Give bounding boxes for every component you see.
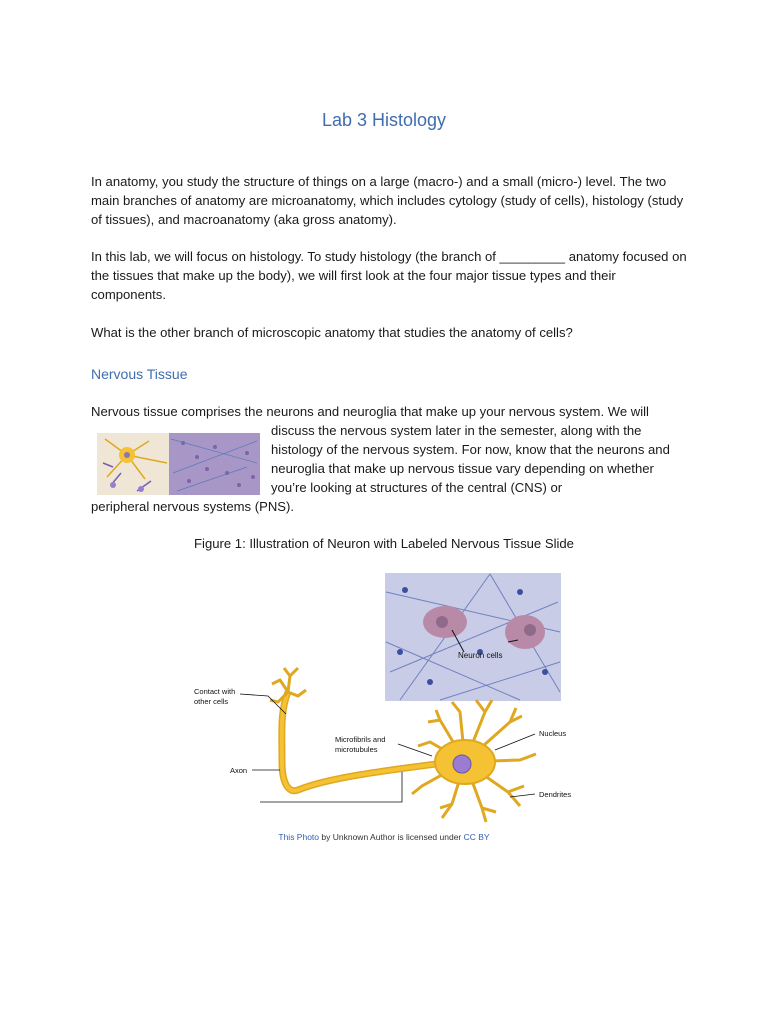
label-dendrites: Dendrites	[539, 790, 572, 799]
question-paragraph: What is the other branch of microscopic anatomy that studies the anatomy of cells?	[91, 325, 573, 340]
credit-text: by Unknown Author is licensed under	[319, 832, 464, 842]
section-heading: Nervous Tissue	[91, 366, 188, 382]
label-nucleus: Nucleus	[539, 729, 567, 738]
label-contact-2: other cells	[194, 697, 229, 706]
photo-link[interactable]: This Photo	[278, 832, 320, 842]
focus-paragraph	[91, 247, 691, 304]
focus-text-before: In this lab, we will focus on histology. To study histology (the branch of	[91, 249, 500, 264]
license-link[interactable]: CC BY	[463, 832, 490, 842]
figure-caption: Figure 1: Illustration of Neuron with Labeled Nervous Tissue Slide	[194, 536, 574, 551]
nervous-paragraph-tail: peripheral nervous systems (PNS).	[91, 499, 295, 514]
fill-in-blank: _________	[499, 249, 566, 264]
label-contact-1: Contact with	[194, 687, 236, 696]
intro-paragraph: In anatomy, you study the structure of things on a large (macro-) and a small (micro-) level. The two main branches of anatomy are microanatomy, which includes cytology (study of cells), histology (study of tissues), and macroanatomy (aka gross anatomy).	[91, 174, 684, 227]
nervous-paragraph-line1: Nervous tissue comprises the neurons and neuroglia that make up your nervous system. We will	[91, 404, 649, 419]
neuron-figure	[190, 572, 590, 834]
label-axon: Axon	[230, 766, 248, 775]
nervous-paragraph-wrap: discuss the nervous system later in the semester, along with the histology of the nervous system. For now, know that the neurons and neuroglia that make up nervous tissue vary depending on whether you’re looking at structures of the central (CNS) or	[271, 423, 670, 495]
nervous-tissue-thumbnail	[97, 433, 260, 495]
photo-credit	[0, 832, 768, 842]
focus-text-after: anatomy focused on the tissues that make up the body), we will first look at the four major tissue types and their components.	[91, 249, 687, 302]
label-microtubules: microtubules	[335, 745, 378, 754]
label-microfibrils: Microfibrils and	[335, 735, 386, 744]
label-neuron-cells: Neuron cells	[458, 651, 503, 660]
page-title: Lab 3 Histology	[321, 110, 447, 130]
